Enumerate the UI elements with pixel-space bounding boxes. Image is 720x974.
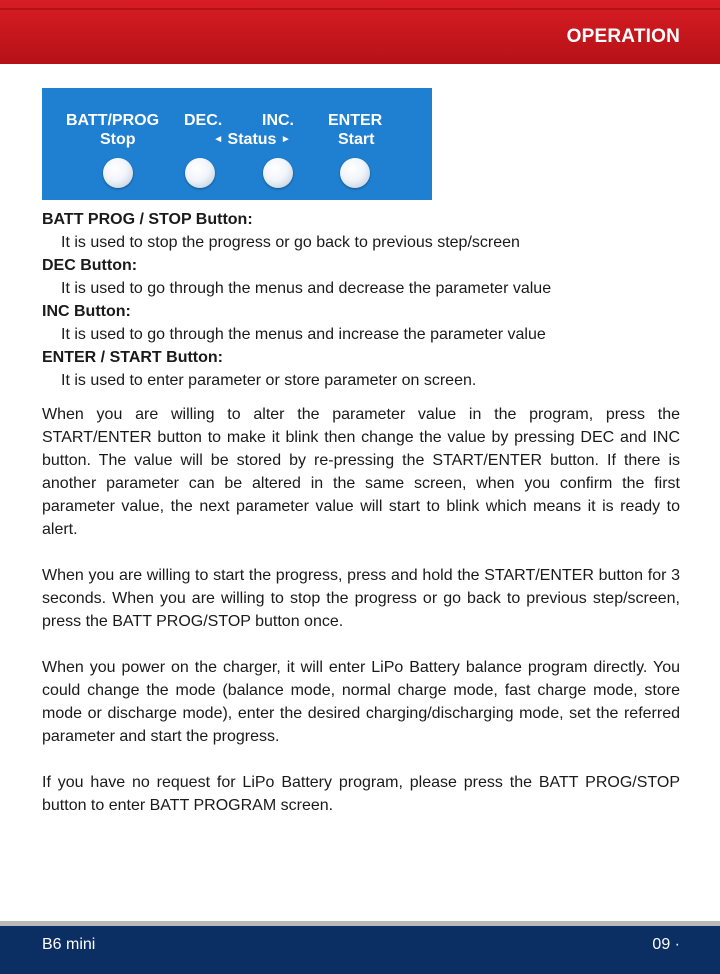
start-label: Start — [338, 131, 375, 148]
section-title: OPERATION — [566, 26, 680, 47]
left-arrow-icon: ◄ — [213, 134, 224, 145]
page-content — [42, 208, 680, 817]
description-title: INC Button: — [42, 303, 131, 320]
description-text: It is used to go through the menus and increase the parameter value — [61, 326, 546, 343]
body-paragraphs — [42, 403, 680, 817]
dec-label: DEC. — [184, 112, 223, 129]
description-text: It is used to stop the progress or go back to previous step/screen — [61, 234, 520, 251]
enter-knob — [340, 158, 370, 188]
button-panel-image — [42, 88, 432, 200]
description-title: DEC Button: — [42, 257, 138, 274]
paragraph: When you power on the charger, it will enter LiPo Battery balance program directly. You could change the mode (balance mode, normal charge mode, fast charge mode, store mode or discharge mode), enter the desired charging/discharging mode, set the referred parameter and start the progress. — [42, 659, 680, 745]
description-title: BATT PROG / STOP Button: — [42, 211, 253, 228]
enter-label: ENTER — [328, 112, 383, 129]
status-label-row — [202, 131, 302, 149]
paragraph: If you have no request for LiPo Battery program, please press the BATT PROG/STOP button to enter BATT PROGRAM screen. — [42, 774, 680, 814]
batt-prog-label: BATT/PROG — [66, 112, 160, 129]
paragraph: When you are willing to alter the parameter value in the program, press the START/ENTER button to make it blink then change the value by pressing DEC and INC button. The value will be stored by re-pressing the START/ENTER button. If there is another parameter can be altered in the same screen, when you confirm the first parameter value, the next parameter value will start to blink which means it is ready to alert. — [42, 406, 680, 538]
stop-label: Stop — [100, 131, 136, 148]
spacer — [42, 392, 680, 403]
button-descriptions — [42, 208, 680, 392]
inc-knob — [263, 158, 293, 188]
description-title: ENTER / START Button: — [42, 349, 224, 366]
model-name: B6 mini — [42, 936, 96, 953]
paragraph: When you are willing to start the progress, press and hold the START/ENTER button for 3 seconds. When you are willing to stop the progress or go back to previous step/screen, press the BATT PROG/STOP button once. — [42, 567, 680, 630]
status-label: Status — [227, 131, 277, 148]
page-number: 09 · — [652, 936, 680, 953]
inc-label: INC. — [262, 112, 294, 129]
page-header — [0, 0, 720, 64]
description-text: It is used to go through the menus and decrease the parameter value — [61, 280, 552, 297]
description-text: It is used to enter parameter or store parameter on screen. — [61, 372, 477, 389]
dec-knob — [185, 158, 215, 188]
right-arrow-icon: ► — [280, 134, 291, 145]
page-footer — [0, 926, 720, 974]
batt-prog-knob — [103, 158, 133, 188]
